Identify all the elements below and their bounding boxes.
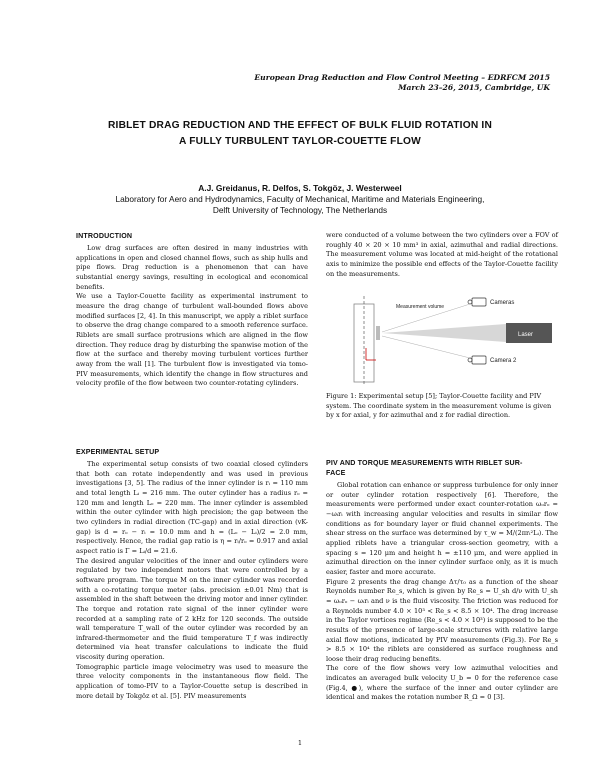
right-column-top (326, 231, 558, 279)
authors: A.J. Greidanus, R. Delfos, S. Tokgöz, J. Westerweel (198, 183, 402, 193)
conference-name: European Drag Reduction and Flow Control Meeting – EDRFCM 2015 (254, 73, 550, 82)
piv-paragraph-3: The core of the flow shows very low azimuthal velocities and indicates an averaged bulk velocity U_b = 0 for the reference case (Fig.4, ●), where the surface of the inner and outer cylinder are identical and makes the rotation number R_Ω = 0 [3]. (326, 664, 558, 702)
title-line-2: A FULLY TURBULENT TAYLOR-COUETTE FLOW (179, 136, 421, 147)
piv-section (326, 458, 558, 703)
page-number: 1 (297, 739, 303, 747)
setup-paragraph-1: The experimental setup consists of two coaxial closed cylinders that both can rotate independently and was used in previous investigations [3, 5]. The radius of the inner cylinder is rᵢ = 110 mm and total length Lᵢ = 216 mm. The outer cylinder has a radius rₒ = 120 mm and length Lₒ = 220 mm. The inner cylinder is assembled within the outer cylinder with high precision; the gap between the two cylinders in radial direction (TC-gap) and in axial direction (vK-gap) is d = rₒ − rᵢ = 10.0 mm and h = (Lₒ − Lᵢ)/2 = 2.0 mm, respectively. Hence, the radial gap ratio is η = rᵢ/rₒ = 0.917 and axial aspect ratio is Γ = Lᵢ/d = 21.6. (76, 460, 308, 555)
affiliation (60, 194, 540, 216)
laser-label: Laser (518, 332, 534, 338)
camera-view-line (382, 336, 470, 358)
setup-paragraph-2: The desired angular velocities of the inner and outer cylinders were regulated by two independent motors that were controlled by a software program. The torque M on the inner cylinder was recorded with a co-rotating torque meter (abs. precision ±0.01 Nm) that is assembled in the shaft between the driving motor and inner cylinder. The torque and rotation rate signal of the inner cylinder were recorded at a sampling rate of 2 kHz for 120 seconds. The outside wall temperature T_wall of the outer cylinder was recorded by an infrared-thermometer and the fluid temperature T_f was indirectly determined via heat transfer calculations to indicate the fluid viscosity during operation. (76, 556, 308, 662)
setup-paragraph-3: Tomographic particle image velocimetry was used to measure the three velocity components in the instantaneous flow field. The application of tomo-PIV to a Taylor-Couette setup is described in more detail by Tokgöz et al. [5]. PIV measurements (76, 662, 308, 700)
measurement-volume-label: Measurement volume (396, 304, 445, 310)
setup-section (76, 447, 308, 701)
figure-1-experimental-setup (346, 290, 576, 387)
title-line-1: RIBLET DRAG REDUCTION AND THE EFFECT OF BULK FLUID ROTATION IN (107, 120, 493, 131)
camera-top-icon (468, 298, 486, 306)
piv-heading-line-2: FACE (326, 469, 346, 477)
affiliation-line-2: Delft University of Technology, The Netherlands (212, 205, 388, 215)
piv-paragraph-1: Global rotation can enhance or suppress turbulence for only inner or outer cylinder rotation respectively [6]. Therefore, the measurements were performed under exact counter-rotation ωₒrₒ = −ωᵢrᵢ with increasing angular velocities and results in similar flow conditions as for boundary layer or fluid channel experiments. The shear stress on the surface was determined by τ_w = M/(2πrᵢ²Lᵢ). The applied riblets have a triangular cross-section geometry, with a spacing s = 120 μm and height h = ±110 μm, and were applied in azimuthal direction on the inner cylinder surface only, as it is much easier, faster and more accurate. (326, 481, 558, 576)
introduction-heading: INTRODUCTION (76, 232, 133, 240)
introduction-paragraph-1: Low drag surfaces are often desired in many industries with applications in open and closed channel flows, such as ship hulls and pipe flows. Drag reduction is a phenomenon that can have substantial energy savings, resulting in ecological and economical benefits. (76, 244, 308, 291)
setup-continued-paragraph: were conducted of a volume between the two cylinders over a FOV of roughly 40 × 20 × 10 mm³ in axial, azimuthal and radial directions. The measurement volume was located at mid-height of the rotational axis to minimize the possible end effects of the Taylor-Couette facility on the measurements. (326, 231, 558, 278)
camera-2-label: Camera 2 (490, 358, 517, 364)
affiliation-line-1: Laboratory for Aero and Hydrodynamics, Faculty of Mechanical, Maritime and Materials Engineering, (115, 194, 485, 204)
conference-header (254, 73, 550, 93)
introduction-paragraph-2: We use a Taylor-Couette facility as experimental instrument to measure the drag change of turbulent wall-bounded flows above modified surfaces [2, 4]. In this manuscript, we apply a riblet surface to observe the drag change compared to a smooth reference surface. Riblets are small surface protrusions which are aligned in the flow direction. They reduce drag by disturbing the spanwise motion of the flow at the surface and thereby moving turbulent vortices further away from the wall [1]. The turbulent flow is investigated via tomo-PIV measurements, which identify the change in flow structures and velocity profile of the flow between two counter-rotating cylinders. (76, 292, 308, 388)
paper-title (60, 118, 540, 150)
figure-1-caption-block (326, 392, 558, 421)
camera-bottom-icon (468, 356, 486, 364)
piv-heading-line-1: PIV AND TORQUE MEASUREMENTS WITH RIBLET SUR- (326, 459, 523, 467)
introduction-section (76, 231, 308, 389)
setup-heading: EXPERIMENTAL SETUP (76, 448, 160, 456)
conference-date: March 23–26, 2015, Cambridge, UK (398, 83, 550, 92)
laser-sheet (382, 324, 506, 342)
figure-1-caption: Figure 1: Experimental setup [5]; Taylor-Couette facility and PIV system. The coordinate system in the measurement volume is given by x for axial, y for azimuthal and z for radial direction. (326, 392, 552, 420)
piv-paragraph-2: Figure 2 presents the drag change Δτ/τ₀ as a function of the shear Reynolds number Re_s, which is given by Re_s = U_sh d/ν with U_sh = ωₒrₒ − ωᵢrᵢ and ν is the fluid viscosity. The friction was reduced for a Reynolds number 4.0 × 10³ < Re_s < 8.5 × 10⁴. The drag increase in the Taylor vortices regime (Re_s < 4.0 × 10³) is supposed to be the results of the presence of large-scale structures with relative large axial flow motions, indicated by PIV measurements (Fig.3). For Re_s > 8.5 × 10⁴ the riblets are considered as surface roughness and loose their drag reducing benefits. (326, 577, 558, 663)
measurement-volume-box (376, 326, 380, 340)
cameras-label: Cameras (490, 300, 515, 306)
